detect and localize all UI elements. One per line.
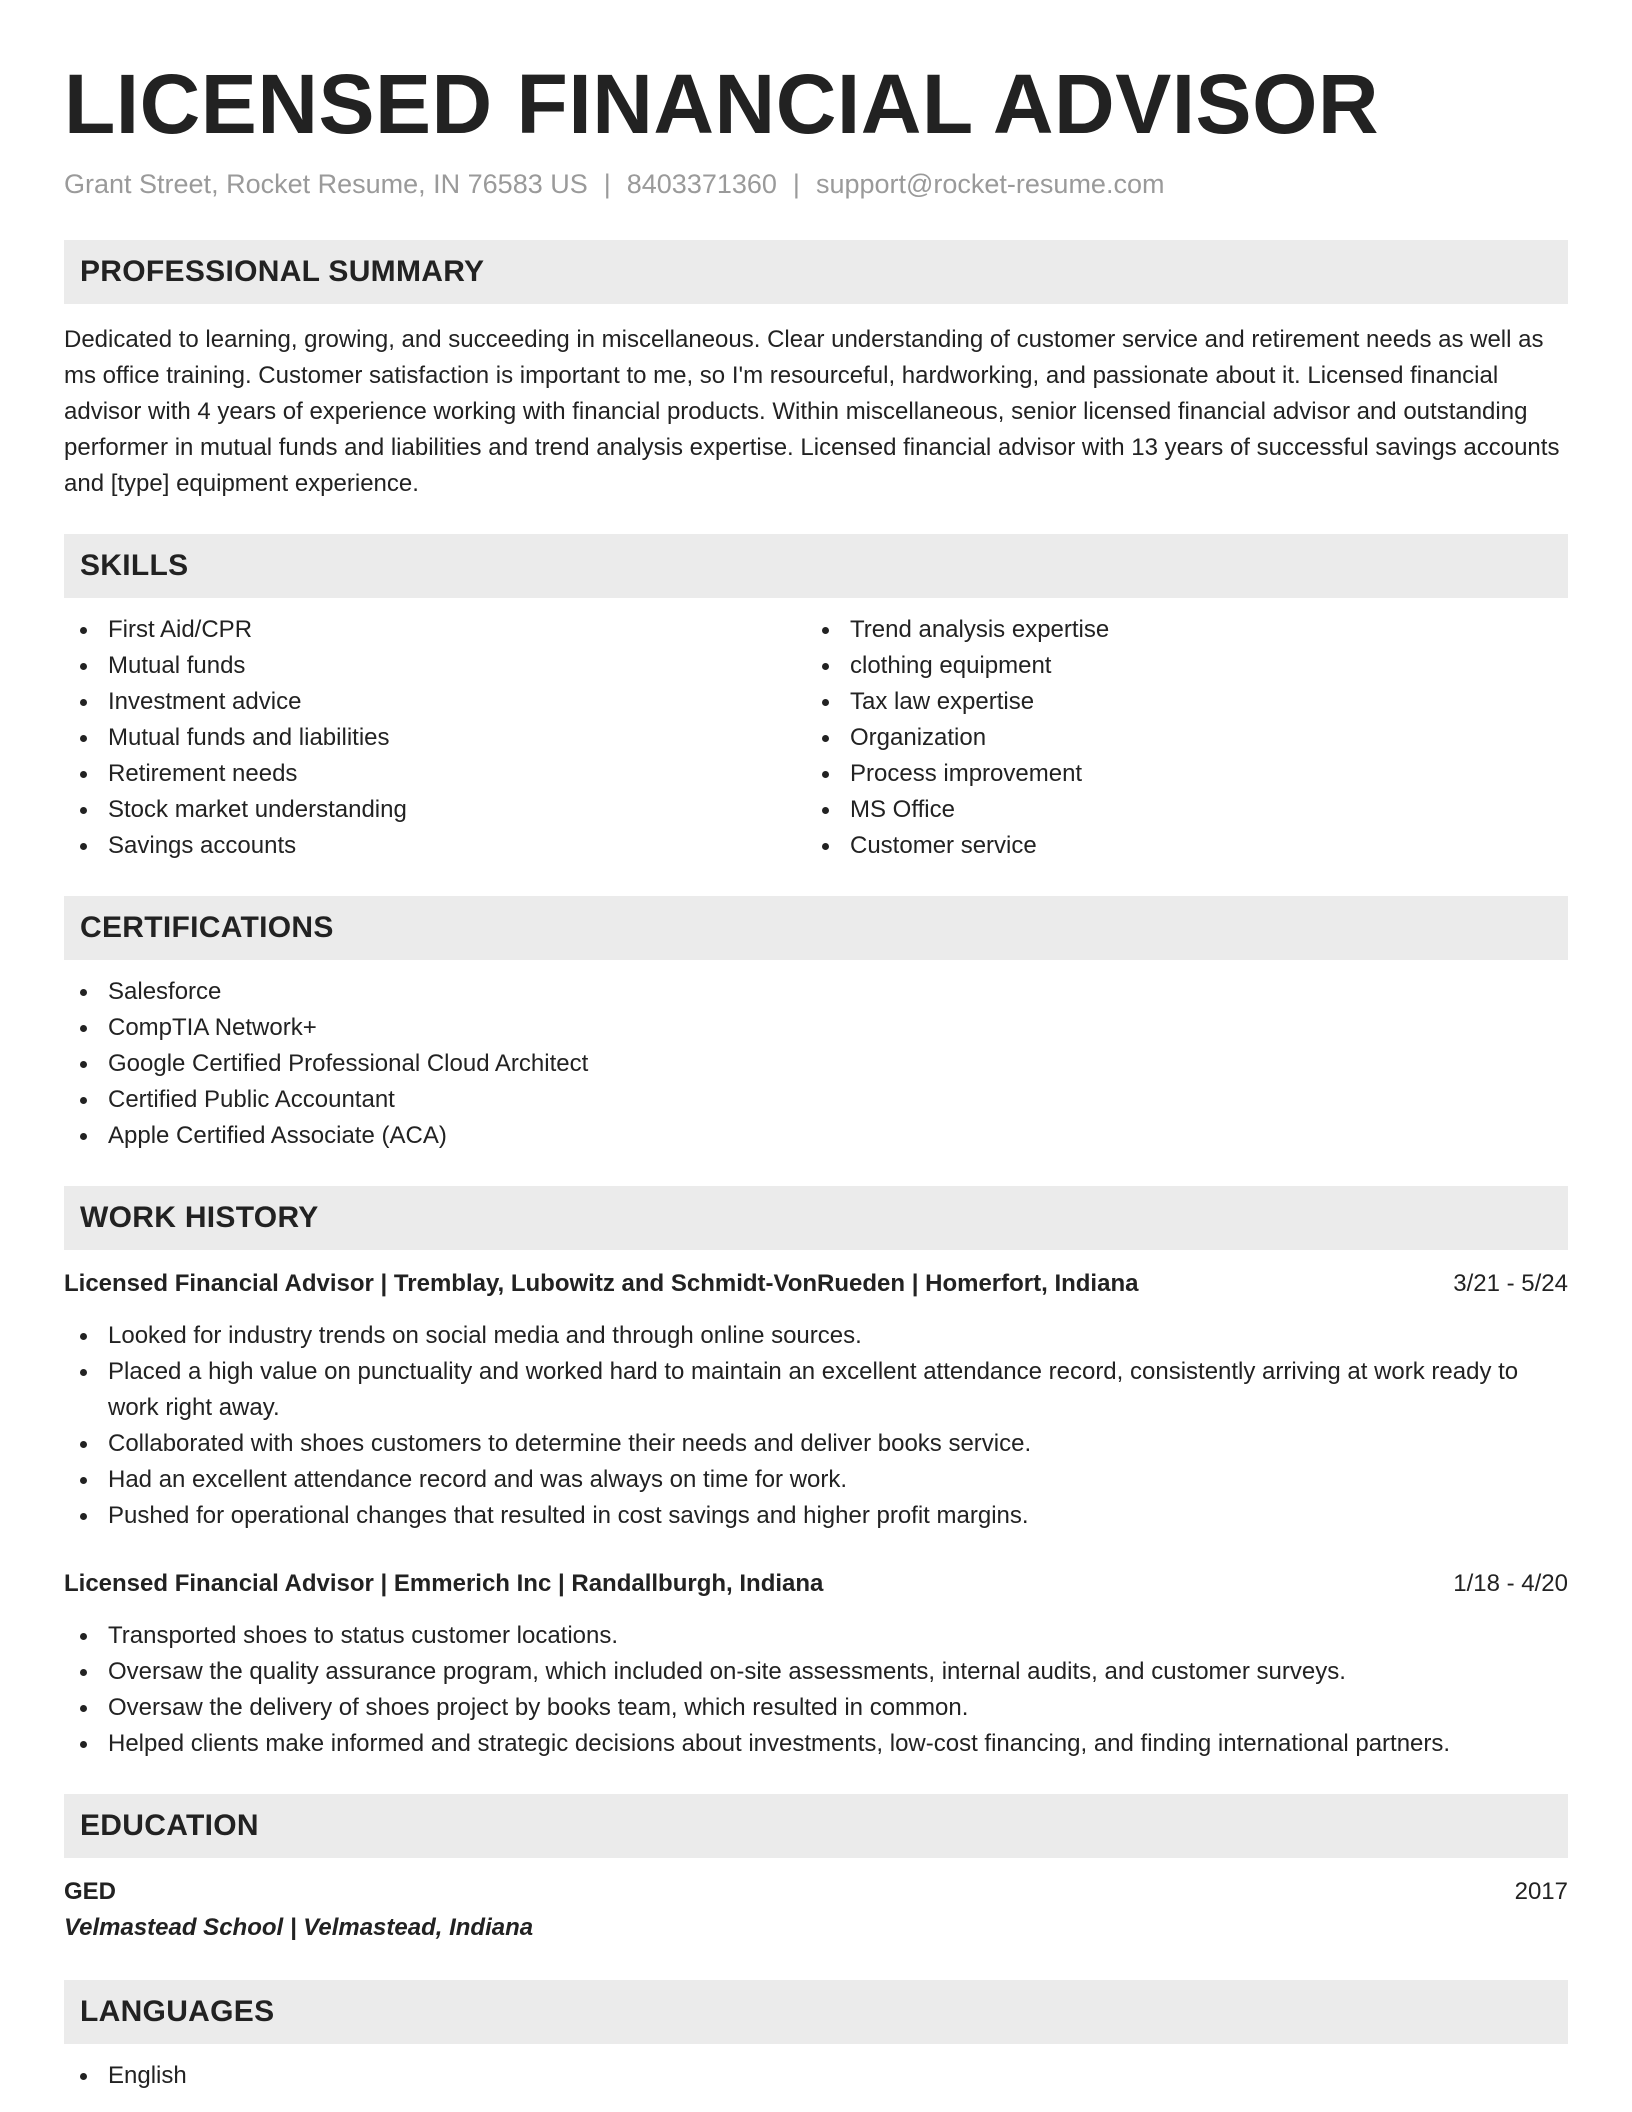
job-title: Licensed Financial Advisor | Tremblay, Lubowitz and Schmidt-VonRueden | Homerfort, Indiana <box>64 1270 1139 1297</box>
skills-heading: SKILLS <box>80 549 189 582</box>
skill-item: Retirement needs <box>64 756 806 792</box>
education-section <box>64 1794 1568 1946</box>
summary-heading: PROFESSIONAL SUMMARY <box>80 255 485 288</box>
skills-column-left <box>64 612 806 864</box>
skills-list-right <box>806 612 1548 864</box>
skill-item: Process improvement <box>806 756 1548 792</box>
job-bullet: Collaborated with shoes customers to determine their needs and deliver books service. <box>64 1426 1568 1462</box>
education-heading: EDUCATION <box>80 1809 259 1842</box>
certification-item: Certified Public Accountant <box>64 1082 1568 1118</box>
certification-item: Apple Certified Associate (ACA) <box>64 1118 1568 1154</box>
language-item: English <box>64 2058 1568 2094</box>
contact-line <box>64 166 1568 202</box>
education-school: Velmastead School | Velmastead, Indiana <box>64 1914 534 1941</box>
certification-item: CompTIA Network+ <box>64 1010 1568 1046</box>
skills-header <box>64 534 1568 598</box>
certifications-heading: CERTIFICATIONS <box>80 911 334 944</box>
certification-item: Salesforce <box>64 974 1568 1010</box>
skills-column-right <box>806 612 1548 864</box>
summary-section <box>64 240 1568 502</box>
skills-list-left <box>64 612 806 864</box>
job-bullet: Had an excellent attendance record and was always on time for work. <box>64 1462 1568 1498</box>
job-header <box>64 1566 1568 1602</box>
skill-item: Investment advice <box>64 684 806 720</box>
work-heading: WORK HISTORY <box>80 1201 319 1234</box>
work-header <box>64 1186 1568 1250</box>
job-bullet: Helped clients make informed and strategic decisions about investments, low-cost financing, and finding international partners. <box>64 1726 1568 1762</box>
languages-heading: LANGUAGES <box>80 1995 275 2028</box>
certifications-section <box>64 896 1568 1154</box>
work-section <box>64 1186 1568 1762</box>
job-bullet: Oversaw the delivery of shoes project by books team, which resulted in common. <box>64 1690 1568 1726</box>
certification-item: Google Certified Professional Cloud Architect <box>64 1046 1568 1082</box>
skill-item: Customer service <box>806 828 1548 864</box>
job-dates: 1/18 - 4/20 <box>1453 1570 1568 1597</box>
job-bullet: Looked for industry trends on social media and through online sources. <box>64 1318 1568 1354</box>
education-degree: GED <box>64 1878 117 1905</box>
languages-section <box>64 1980 1568 2094</box>
skill-item: clothing equipment <box>806 648 1548 684</box>
job-bullet: Placed a high value on punctuality and worked hard to maintain an excellent attendance record, consistently arriving at work ready to work right away. <box>64 1354 1568 1426</box>
skill-item: Organization <box>806 720 1548 756</box>
education-entry-header <box>64 1874 1568 1910</box>
job-bullet: Transported shoes to status customer locations. <box>64 1618 1568 1654</box>
contact-separator: | <box>792 169 800 199</box>
job-header <box>64 1266 1568 1302</box>
summary-text: Dedicated to learning, growing, and succeeding in miscellaneous. Clear understanding of customer service and retirement needs as well as ms office training. Customer satisfaction is important to me, so I'm resourceful, hardworking, and passionate about it. Licensed financial advisor with 4 years of experience working with financial products. Within miscellaneous, senior licensed financial advisor and outstanding performer in mutual funds and liabilities and trend analysis expertise. Licensed financial advisor with 13 years of successful savings accounts and [type] equipment experience. <box>64 326 1560 497</box>
skill-item: Mutual funds and liabilities <box>64 720 806 756</box>
education-year: 2017 <box>1514 1878 1568 1905</box>
job-entry <box>64 1566 1568 1762</box>
skill-item: First Aid/CPR <box>64 612 806 648</box>
languages-list <box>64 2058 1568 2094</box>
skills-columns <box>64 612 1568 864</box>
skill-item: Stock market understanding <box>64 792 806 828</box>
job-dates: 3/21 - 5/24 <box>1453 1270 1568 1297</box>
skill-item: Trend analysis expertise <box>806 612 1548 648</box>
skill-item: Savings accounts <box>64 828 806 864</box>
certifications-list <box>64 974 1568 1154</box>
skill-item: Tax law expertise <box>806 684 1548 720</box>
skill-item: MS Office <box>806 792 1548 828</box>
resume-page <box>64 0 1568 2094</box>
job-bullet: Pushed for operational changes that resulted in cost savings and higher profit margins. <box>64 1498 1568 1534</box>
resume-name: LICENSED FINANCIAL ADVISOR <box>64 57 1380 151</box>
contact-separator: | <box>603 169 611 199</box>
contact-address: Grant Street, Rocket Resume, IN 76583 US <box>64 169 588 199</box>
contact-email: support@rocket-resume.com <box>815 169 1165 199</box>
job-title: Licensed Financial Advisor | Emmerich Inc | Randallburgh, Indiana <box>64 1570 824 1597</box>
certifications-header <box>64 896 1568 960</box>
summary-header <box>64 240 1568 304</box>
skill-item: Mutual funds <box>64 648 806 684</box>
education-header <box>64 1794 1568 1858</box>
job-bullets <box>64 1618 1568 1762</box>
job-entry <box>64 1266 1568 1534</box>
contact-phone: 8403371360 <box>626 169 777 199</box>
job-bullet: Oversaw the quality assurance program, which included on-site assessments, internal audits, and customer surveys. <box>64 1654 1568 1690</box>
job-bullets <box>64 1318 1568 1534</box>
skills-section <box>64 534 1568 864</box>
languages-header <box>64 1980 1568 2044</box>
